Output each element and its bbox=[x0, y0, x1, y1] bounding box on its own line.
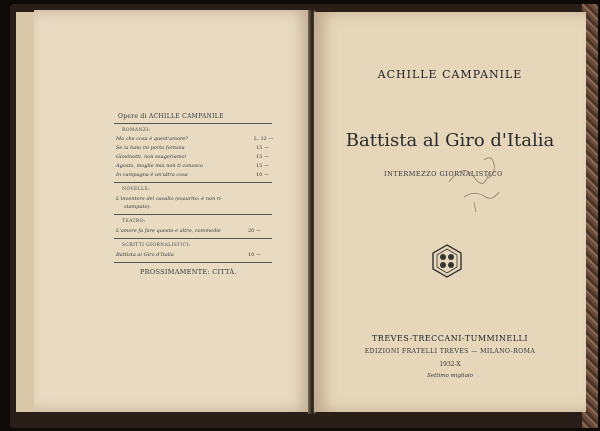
divider bbox=[114, 262, 272, 263]
list-item-price: L. 12 — bbox=[254, 136, 274, 142]
list-item-price: 15 — bbox=[256, 145, 269, 151]
works-heading: Opere di ACHILLE CAMPANILE bbox=[118, 113, 224, 120]
author-name: ACHILLE CAMPANILE bbox=[377, 68, 523, 81]
book-title: Battista al Giro d'Italia bbox=[345, 130, 555, 151]
list-item: In campagna è un'altra cosa bbox=[116, 172, 188, 178]
list-item: Ma che cosa è quest'amore? bbox=[116, 136, 188, 142]
divider bbox=[114, 123, 272, 124]
book-subtitle: INTERMEZZO GIORNALISTICO bbox=[384, 170, 503, 178]
publication-year: 1932-X bbox=[439, 361, 461, 368]
list-item: Agosto, moglie mia non ti conosco bbox=[116, 163, 203, 169]
divider bbox=[114, 238, 272, 239]
list-item-price: 20 — bbox=[248, 228, 261, 234]
handwritten-signature bbox=[444, 152, 514, 222]
list-item-price: 10 — bbox=[256, 172, 269, 178]
list-item: Giovinotti, non esageriamo! bbox=[116, 154, 187, 160]
publisher-emblem bbox=[432, 244, 462, 278]
forthcoming-note: PROSSIMAMENTE: CITTÀ. bbox=[140, 268, 237, 276]
list-item-price: 10 — bbox=[248, 252, 261, 258]
endpaper-flap bbox=[16, 12, 36, 412]
publisher-name: TREVES-TRECCANI-TUMMINELLI bbox=[371, 334, 529, 343]
divider bbox=[114, 182, 272, 183]
list-item: L'amore fa fare questo e altro, commedie bbox=[116, 228, 221, 234]
list-item: L'inventore del cavallo (esaurito: è non ri- bbox=[116, 196, 223, 202]
left-page bbox=[34, 10, 310, 412]
list-item-price: 15 — bbox=[256, 163, 269, 169]
edition-note: Settimo migliaio bbox=[427, 373, 473, 379]
list-item: stampato). bbox=[124, 204, 152, 210]
section-label-stories: NOVELLE: bbox=[122, 187, 151, 192]
publisher-imprint: EDIZIONI FRATELLI TREVES — MILANO-ROMA bbox=[364, 348, 536, 355]
section-label-novels: ROMANZI: bbox=[122, 128, 151, 133]
right-page bbox=[314, 12, 586, 412]
list-item: Se la luna mi porta fortuna bbox=[116, 145, 185, 151]
section-label-theatre: TEATRO: bbox=[122, 219, 146, 224]
section-label-journalism: SCRITTI GIORNALISTICI: bbox=[122, 243, 191, 248]
list-item-price: 15 — bbox=[256, 154, 269, 160]
list-item: Battista al Giro d'Italia bbox=[116, 252, 174, 258]
divider bbox=[114, 214, 272, 215]
